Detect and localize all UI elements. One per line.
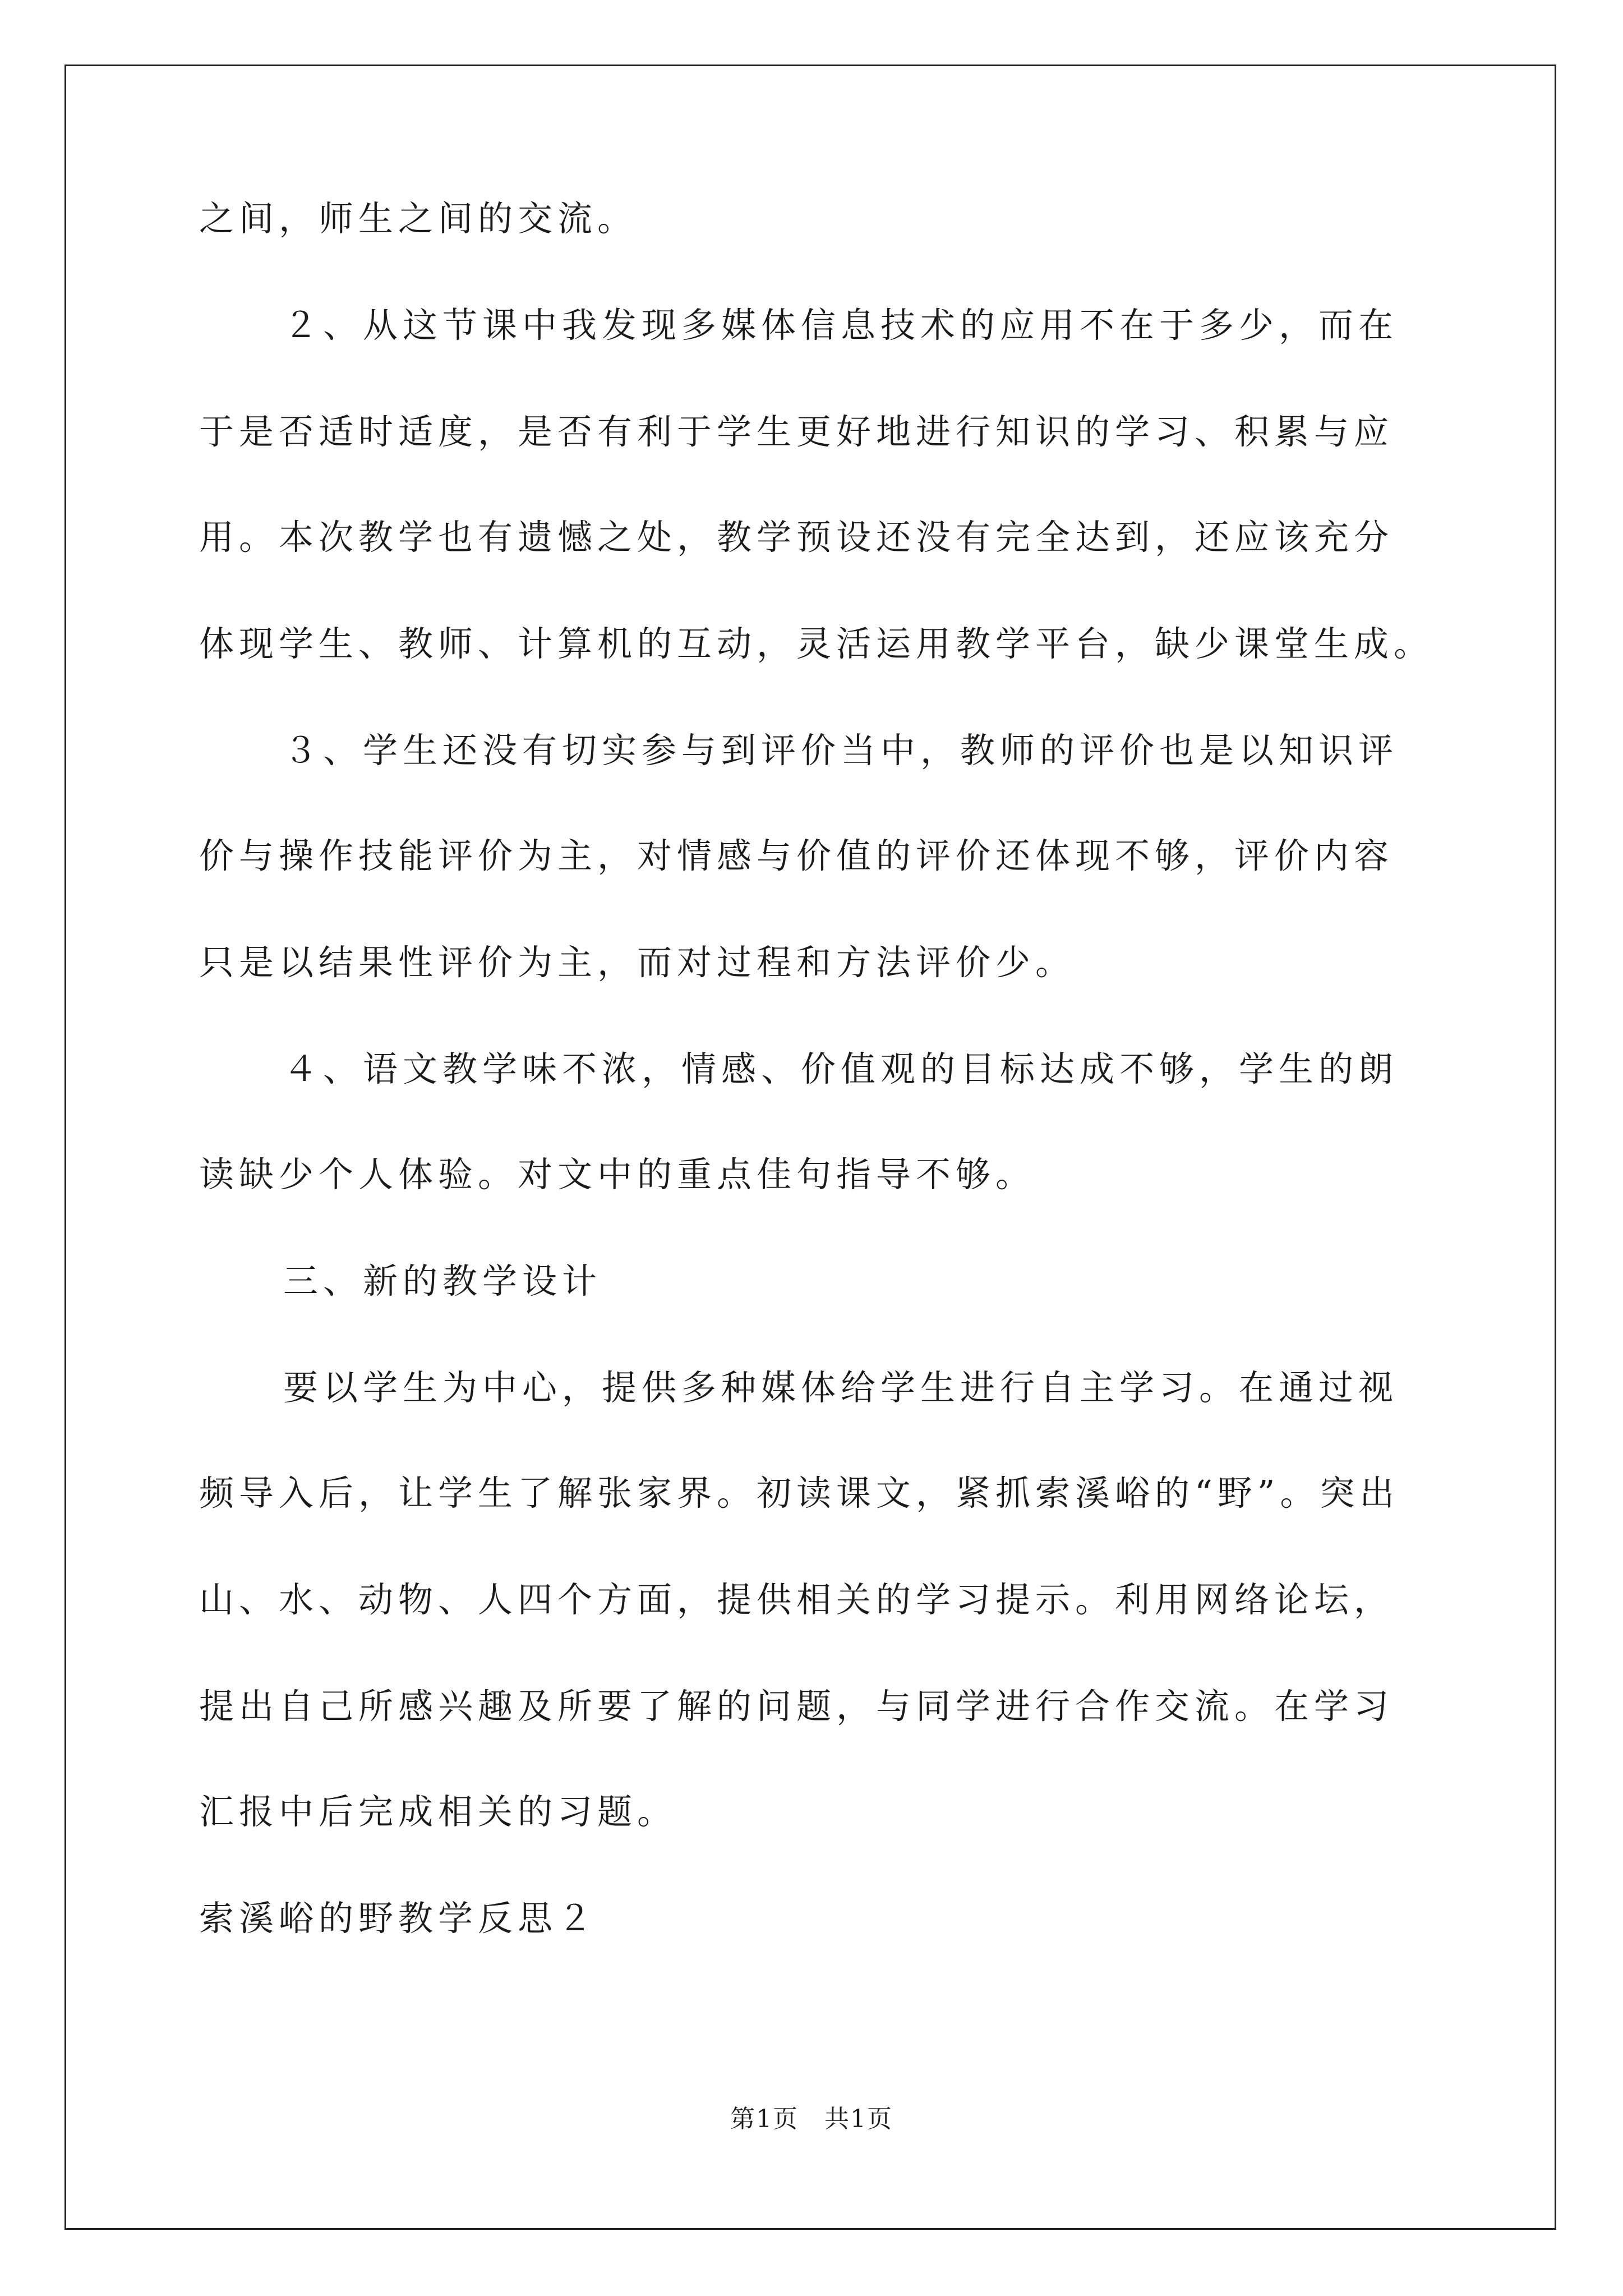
- text-line: 频导入后，让学生了解张家界。初读课文，紧抓索溪峪的“野”。突出: [199, 1473, 1400, 1513]
- text-line: 之间，师生之间的交流。: [199, 198, 638, 239]
- section-heading: 三、新的教学设计: [283, 1260, 602, 1301]
- text-line: ２、从这节课中我发现多媒体信息技术的应用不在于多少，而在: [283, 305, 1399, 346]
- document-title: 索溪峪的野教学反思２: [199, 1898, 598, 1939]
- text-line: 汇报中后完成相关的习题。: [199, 1791, 677, 1832]
- text-line: 体现学生、教师、计算机的互动，灵活运用教学平台，缺少课堂生成。: [199, 623, 1434, 664]
- text-line: 用。本次教学也有遗憾之处，教学预设还没有完全达到，还应该充分: [199, 517, 1394, 558]
- text-line: 要以学生为中心，提供多种媒体给学生进行自主学习。在通过视: [283, 1367, 1399, 1408]
- text-line: 山、水、动物、人四个方面，提供相关的学习提示。利用网络论坛，: [199, 1579, 1394, 1620]
- text-line: 价与操作技能评价为主，对情感与价值的评价还体现不够，评价内容: [199, 835, 1394, 876]
- text-line: 只是以结果性评价为主，而对过程和方法评价少。: [199, 942, 1076, 983]
- text-line: ４、语文教学味不浓，情感、价值观的目标达成不够，学生的朗: [283, 1048, 1399, 1089]
- text-line: ３、学生还没有切实参与到评价当中，教师的评价也是以知识评: [283, 730, 1399, 771]
- page-footer: 第1页 共1页: [730, 2105, 893, 2133]
- text-line: 读缺少个人体验。对文中的重点佳句指导不够。: [199, 1154, 1036, 1195]
- text-line: 于是否适时适度，是否有利于学生更好地进行知识的学习、积累与应: [199, 411, 1394, 452]
- text-line: 提出自己所感兴趣及所要了解的问题，与同学进行合作交流。在学习: [199, 1686, 1394, 1727]
